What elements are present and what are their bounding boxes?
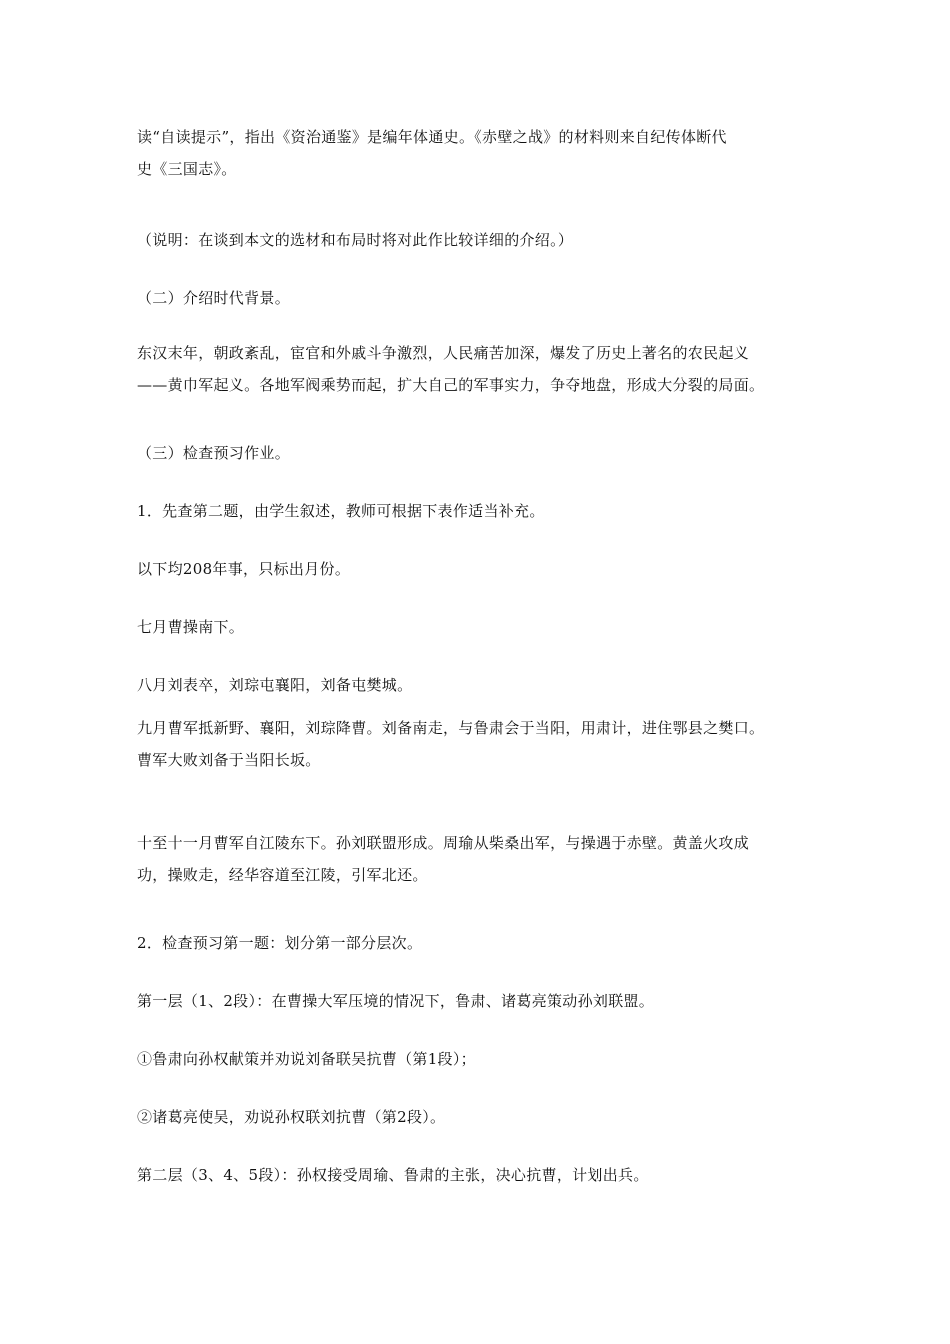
text-line: 东汉末年，朝政紊乱，宦官和外戚斗争激烈，人民痛苦加深，爆发了历史上著名的农民起义	[137, 344, 750, 362]
text-line: 八月刘表卒，刘琮屯襄阳，刘备屯樊城。	[137, 676, 413, 694]
text-line: 曹军大败刘备于当阳长坂。	[137, 751, 321, 769]
text-line: （二）介绍时代背景。	[137, 289, 291, 307]
text-line: 七月曹操南下。	[137, 618, 245, 636]
paragraph-background	[137, 337, 827, 401]
paragraph-layer-1-point-1	[137, 1043, 827, 1075]
section-heading-homework	[137, 437, 827, 469]
paragraph-july	[137, 611, 827, 643]
paragraph-reading-hint	[137, 121, 827, 185]
text-line: 功，操败走，经华容道至江陵，引军北还。	[137, 866, 428, 884]
paragraph-september	[137, 712, 827, 776]
text-line: 第一层（1、2段）：在曹操大军压境的情况下，鲁肃、诸葛亮策动孙刘联盟。	[137, 992, 655, 1010]
paragraph-layer-2	[137, 1159, 827, 1191]
text-line: 读“自读提示”，指出《资治通鉴》是编年体通史。《赤壁之战》的材料则来自纪传体断代	[137, 128, 727, 146]
paragraph-layer-1	[137, 985, 827, 1017]
text-line: 第二层（3、4、5段）：孙权接受周瑜、鲁肃的主张，决心抗曹，计划出兵。	[137, 1166, 649, 1184]
text-line: ——黄巾军起义。各地军阀乘势而起，扩大自己的军事实力，争夺地盘，形成大分裂的局面。	[137, 376, 765, 394]
text-line: 以下均208年事，只标出月份。	[137, 560, 351, 578]
text-line: ②诸葛亮使吴，劝说孙权联刘抗曹（第2段）。	[137, 1108, 446, 1126]
paragraph-year-note	[137, 553, 827, 585]
paragraph-august	[137, 669, 827, 701]
paragraph-october-november	[137, 827, 827, 891]
text-line: 1．先查第二题，由学生叙述，教师可根据下表作适当补充。	[137, 502, 545, 520]
paragraph-item-1	[137, 495, 827, 527]
text-line: 2．检查预习第一题：划分第一部分层次。	[137, 934, 423, 952]
text-line: 十至十一月曹军自江陵东下。孙刘联盟形成。周瑜从柴桑出军，与操遇于赤壁。黄盖火攻成	[137, 834, 750, 852]
text-line: （三）检查预习作业。	[137, 444, 291, 462]
text-line: （说明：在谈到本文的选材和布局时将对此作比较详细的介绍。）	[137, 231, 574, 249]
text-line: 九月曹军抵新野、襄阳，刘琮降曹。刘备南走，与鲁肃会于当阳，用肃计，进住鄂县之樊口。	[137, 719, 765, 737]
text-line: 史《三国志》。	[137, 160, 237, 178]
paragraph-item-2	[137, 927, 827, 959]
paragraph-layer-1-point-2	[137, 1101, 827, 1133]
text-line: ①鲁肃向孙权献策并劝说刘备联吴抗曹（第1段）；	[137, 1050, 476, 1068]
paragraph-note	[137, 224, 827, 256]
section-heading-background	[137, 282, 827, 314]
